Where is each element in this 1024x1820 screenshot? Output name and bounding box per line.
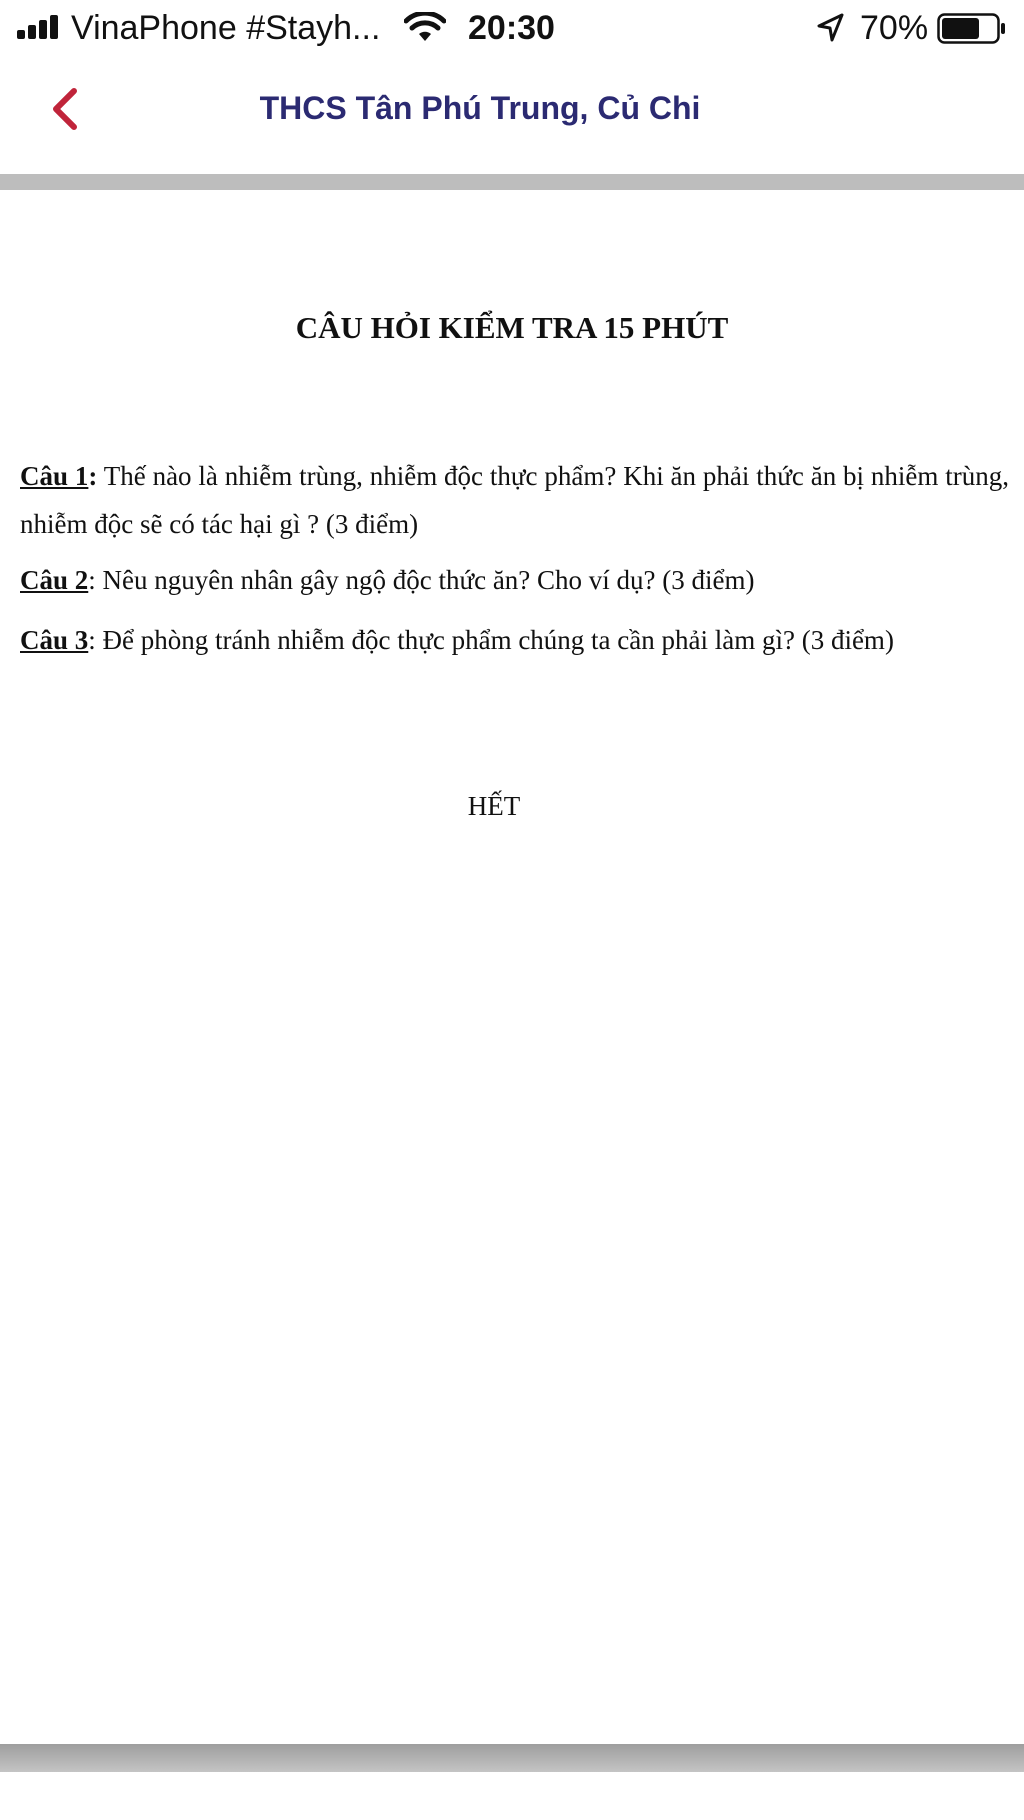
nav-bar (0, 56, 1024, 174)
question-separator: : (88, 461, 98, 491)
page-title: THCS Tân Phú Trung, Củ Chi (259, 90, 701, 126)
signal-icon (17, 15, 61, 39)
question-text: Thế nào là nhiễm trùng, nhiễm độc thực phẩm? Khi ăn phải thức ăn bị nhiễm trùng, nhiễm độc sẽ có tác hại gì ? (3 điểm) (20, 461, 1009, 539)
chevron-left-icon (40, 81, 96, 137)
back-button[interactable] (40, 81, 96, 137)
question-label: Câu 1 (20, 461, 89, 491)
carrier-name: VinaPhone #Stayh... (71, 9, 381, 47)
footer-divider (0, 1744, 1024, 1772)
status-time: 20:30 (468, 9, 555, 47)
question-label: Câu 3 (20, 625, 89, 655)
question-label: Câu 2 (20, 565, 89, 595)
end-marker: HẾT (467, 791, 521, 821)
question-2 (20, 556, 1009, 604)
battery-icon (937, 13, 1007, 44)
bottom-area (0, 1772, 1024, 1820)
question-text: Nêu nguyên nhân gây ngộ độc thức ăn? Cho ví dụ? (3 điểm) (95, 565, 755, 595)
wifi-icon (404, 12, 446, 44)
battery-percent: 70% (860, 9, 929, 47)
question-text: Để phòng tránh nhiễm độc thực phẩm chúng ta cần phải làm gì? (3 điểm) (95, 625, 894, 655)
document-title: CÂU HỎI KIỂM TRA 15 PHÚT (295, 310, 729, 345)
status-bar (0, 0, 1024, 56)
question-separator: : (88, 565, 96, 595)
header-divider (0, 174, 1024, 190)
question-separator: : (88, 625, 96, 655)
location-arrow-icon (815, 12, 845, 44)
question-1 (20, 452, 1009, 548)
question-3 (20, 616, 1009, 664)
document-viewer[interactable] (0, 190, 1024, 1744)
